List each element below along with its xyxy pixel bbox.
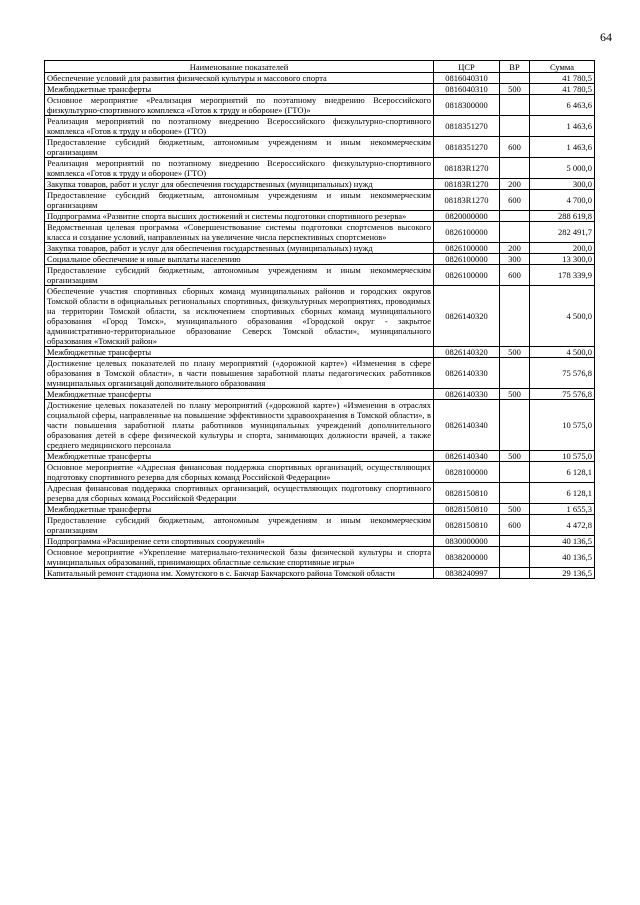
cell-name: Основное мероприятие «Адресная финансовая поддержка спортивных организаций, осуществляющих подготовку спортивного резерва для сборных команд Российской Федерации» (45, 462, 434, 483)
cell-name: Основное мероприятие «Реализация мероприятий по поэтапному внедрению Всероссийского физкультурно-спортивного комплекса «Готов к труду и обороне» (ГТО)» (45, 95, 434, 116)
cell-csr: 0818351270 (434, 116, 500, 137)
cell-sum: 6 128,1 (530, 462, 595, 483)
cell-name: Закупка товаров, работ и услуг для обеспечения государственных (муниципальных) нужд (45, 243, 434, 254)
table-row (45, 137, 595, 158)
cell-name: Подпрограмма «Расширение сети спортивных сооружений» (45, 536, 434, 547)
cell-name: Достижение целевых показателей по плану мероприятий («дорожной карте») «Изменения в отраслях социальной сферы, направленные на повышение эффективности здравоохранения в Томской области», в части повышения заработной платы работников муниципальных учреждений дополнительного образования детей в сфере физической культуры и спорта, занимающих должности врачей, а также среднего медицинского персонала (45, 400, 434, 451)
table-row (45, 515, 595, 536)
table-row (45, 243, 595, 254)
cell-vr: 300 (500, 254, 530, 265)
cell-vr: 500 (500, 347, 530, 358)
cell-name: Закупка товаров, работ и услуг для обеспечения государственных (муниципальных) нужд (45, 179, 434, 190)
cell-vr (500, 568, 530, 579)
cell-sum: 41 780,5 (530, 73, 595, 84)
cell-sum: 288 619,8 (530, 211, 595, 222)
cell-csr: 0826100000 (434, 265, 500, 286)
cell-vr (500, 73, 530, 84)
table-row (45, 222, 595, 243)
cell-vr: 500 (500, 504, 530, 515)
header-sum: Сумма (530, 61, 595, 73)
cell-sum: 40 136,5 (530, 547, 595, 568)
table-row (45, 389, 595, 400)
cell-sum: 5 000,0 (530, 158, 595, 179)
table-header-row (45, 61, 595, 73)
cell-sum: 6 128,1 (530, 483, 595, 504)
cell-csr: 08183R1270 (434, 158, 500, 179)
cell-name: Ведомственная целевая программа «Совершенствование системы подготовки спортсменов высокого класса и создание условий, направленных на увеличение числа перспективных спортсменов» (45, 222, 434, 243)
cell-csr: 0816040310 (434, 73, 500, 84)
cell-name: Достижение целевых показателей по плану мероприятий («дорожной карте») «Изменения в сфере образования в Томской области», в части повышения заработной платы педагогических работников муниципальных организаций дополнительного образования (45, 358, 434, 389)
cell-vr (500, 462, 530, 483)
cell-csr: 0820000000 (434, 211, 500, 222)
cell-vr: 600 (500, 190, 530, 211)
cell-csr: 0838200000 (434, 547, 500, 568)
cell-sum: 1 463,6 (530, 116, 595, 137)
cell-sum: 300,0 (530, 179, 595, 190)
table-row (45, 358, 595, 389)
cell-vr: 500 (500, 451, 530, 462)
cell-vr (500, 158, 530, 179)
cell-vr (500, 547, 530, 568)
cell-csr: 08183R1270 (434, 190, 500, 211)
cell-name: Социальное обеспечение и иные выплаты населению (45, 254, 434, 265)
cell-name: Адресная финансовая поддержка спортивных организаций, осуществляющих подготовку спортивного резерва для сборных команд Российской Федерации (45, 483, 434, 504)
table-row (45, 84, 595, 95)
cell-name: Основное мероприятие «Укрепление материально-технической базы физической культуры и спорта муниципальных образований, принимающих областные сельские спортивные игры» (45, 547, 434, 568)
cell-sum: 10 575,0 (530, 451, 595, 462)
cell-csr: 0826140340 (434, 451, 500, 462)
cell-vr: 500 (500, 84, 530, 95)
cell-csr: 0826100000 (434, 254, 500, 265)
cell-csr: 0818300000 (434, 95, 500, 116)
cell-name: Обеспечение участия спортивных сборных команд муниципальных районов и городских округов Томской области в официальных региональных спортивных, физкультурных мероприятиях, проводимых на территории Томской области, за исключением спортивных сборных команд муниципального образования «Город Томск», муниципального образования «Городской округ - закрытое административно-территориальное образование Северск Томской области», муниципального образования «Томский район» (45, 286, 434, 347)
cell-sum: 40 136,5 (530, 536, 595, 547)
cell-name: Реализация мероприятий по поэтапному внедрению Всероссийского физкультурно-спортивного комплекса «Готов к труду и обороне» (ГТО) (45, 158, 434, 179)
cell-name: Подпрограмма «Развитие спорта высших достижений и системы подготовки спортивного резерва» (45, 211, 434, 222)
table-row (45, 254, 595, 265)
cell-sum: 6 463,6 (530, 95, 595, 116)
cell-sum: 10 575,0 (530, 400, 595, 451)
cell-vr (500, 116, 530, 137)
cell-csr: 0828150810 (434, 504, 500, 515)
cell-sum: 13 300,0 (530, 254, 595, 265)
cell-sum: 4 500,0 (530, 286, 595, 347)
cell-csr: 0830000000 (434, 536, 500, 547)
cell-csr: 0828150810 (434, 515, 500, 536)
header-vr: ВР (500, 61, 530, 73)
cell-name: Предоставление субсидий бюджетным, автономным учреждениям и иным некоммерческим организациям (45, 515, 434, 536)
cell-vr: 500 (500, 389, 530, 400)
cell-vr: 600 (500, 515, 530, 536)
table-row (45, 483, 595, 504)
table-row (45, 536, 595, 547)
cell-csr: 0826140320 (434, 286, 500, 347)
cell-vr (500, 536, 530, 547)
cell-vr (500, 286, 530, 347)
cell-sum: 1 655,3 (530, 504, 595, 515)
table-row (45, 451, 595, 462)
table-row (45, 504, 595, 515)
cell-name: Предоставление субсидий бюджетным, автономным учреждениям и иным некоммерческим организациям (45, 190, 434, 211)
cell-csr: 0826140320 (434, 347, 500, 358)
cell-csr: 0826140330 (434, 389, 500, 400)
cell-sum: 29 136,5 (530, 568, 595, 579)
cell-csr: 0838240997 (434, 568, 500, 579)
page-number: 64 (600, 30, 612, 44)
table-row (45, 462, 595, 483)
table-row (45, 95, 595, 116)
cell-vr (500, 400, 530, 451)
cell-sum: 282 491,7 (530, 222, 595, 243)
cell-csr: 0828100000 (434, 462, 500, 483)
cell-vr (500, 222, 530, 243)
table-row (45, 400, 595, 451)
cell-name: Межбюджетные трансферты (45, 347, 434, 358)
cell-vr: 200 (500, 243, 530, 254)
cell-vr (500, 211, 530, 222)
cell-vr: 600 (500, 265, 530, 286)
cell-csr: 0816040310 (434, 84, 500, 95)
cell-vr (500, 483, 530, 504)
table-row (45, 568, 595, 579)
cell-sum: 4 472,8 (530, 515, 595, 536)
cell-sum: 75 576,8 (530, 389, 595, 400)
table-row (45, 265, 595, 286)
table-row (45, 190, 595, 211)
cell-name: Межбюджетные трансферты (45, 84, 434, 95)
cell-sum: 178 339,9 (530, 265, 595, 286)
cell-vr (500, 358, 530, 389)
cell-vr: 200 (500, 179, 530, 190)
table-row (45, 179, 595, 190)
header-csr: ЦСР (434, 61, 500, 73)
cell-csr: 0828150810 (434, 483, 500, 504)
cell-csr: 0826140330 (434, 358, 500, 389)
cell-csr: 0826100000 (434, 222, 500, 243)
cell-name: Предоставление субсидий бюджетным, автономным учреждениям и иным некоммерческим организациям (45, 265, 434, 286)
cell-sum: 41 780,5 (530, 84, 595, 95)
cell-sum: 75 576,8 (530, 358, 595, 389)
cell-name: Межбюджетные трансферты (45, 504, 434, 515)
budget-table (44, 60, 595, 579)
table-row (45, 547, 595, 568)
table-row (45, 158, 595, 179)
cell-sum: 200,0 (530, 243, 595, 254)
cell-sum: 4 500,0 (530, 347, 595, 358)
cell-sum: 1 463,6 (530, 137, 595, 158)
cell-csr: 0826140340 (434, 400, 500, 451)
table-row (45, 116, 595, 137)
cell-name: Межбюджетные трансферты (45, 451, 434, 462)
cell-sum: 4 700,0 (530, 190, 595, 211)
table-row (45, 286, 595, 347)
cell-csr: 08183R1270 (434, 179, 500, 190)
table-row (45, 347, 595, 358)
cell-vr: 600 (500, 137, 530, 158)
cell-name: Межбюджетные трансферты (45, 389, 434, 400)
cell-name: Предоставление субсидий бюджетным, автономным учреждениям и иным некоммерческим организациям (45, 137, 434, 158)
cell-vr (500, 95, 530, 116)
header-name: Наименование показателей (45, 61, 434, 73)
cell-name: Обеспечение условий для развития физической культуры и массового спорта (45, 73, 434, 84)
table-row (45, 211, 595, 222)
cell-csr: 0818351270 (434, 137, 500, 158)
cell-csr: 0826100000 (434, 243, 500, 254)
table-row (45, 73, 595, 84)
cell-name: Реализация мероприятий по поэтапному внедрению Всероссийского физкультурно-спортивного комплекса «Готов к труду и обороне» (ГТО) (45, 116, 434, 137)
cell-name: Капитальный ремонт стадиона им. Хомутского в с. Бакчар Бакчарского района Томской области (45, 568, 434, 579)
